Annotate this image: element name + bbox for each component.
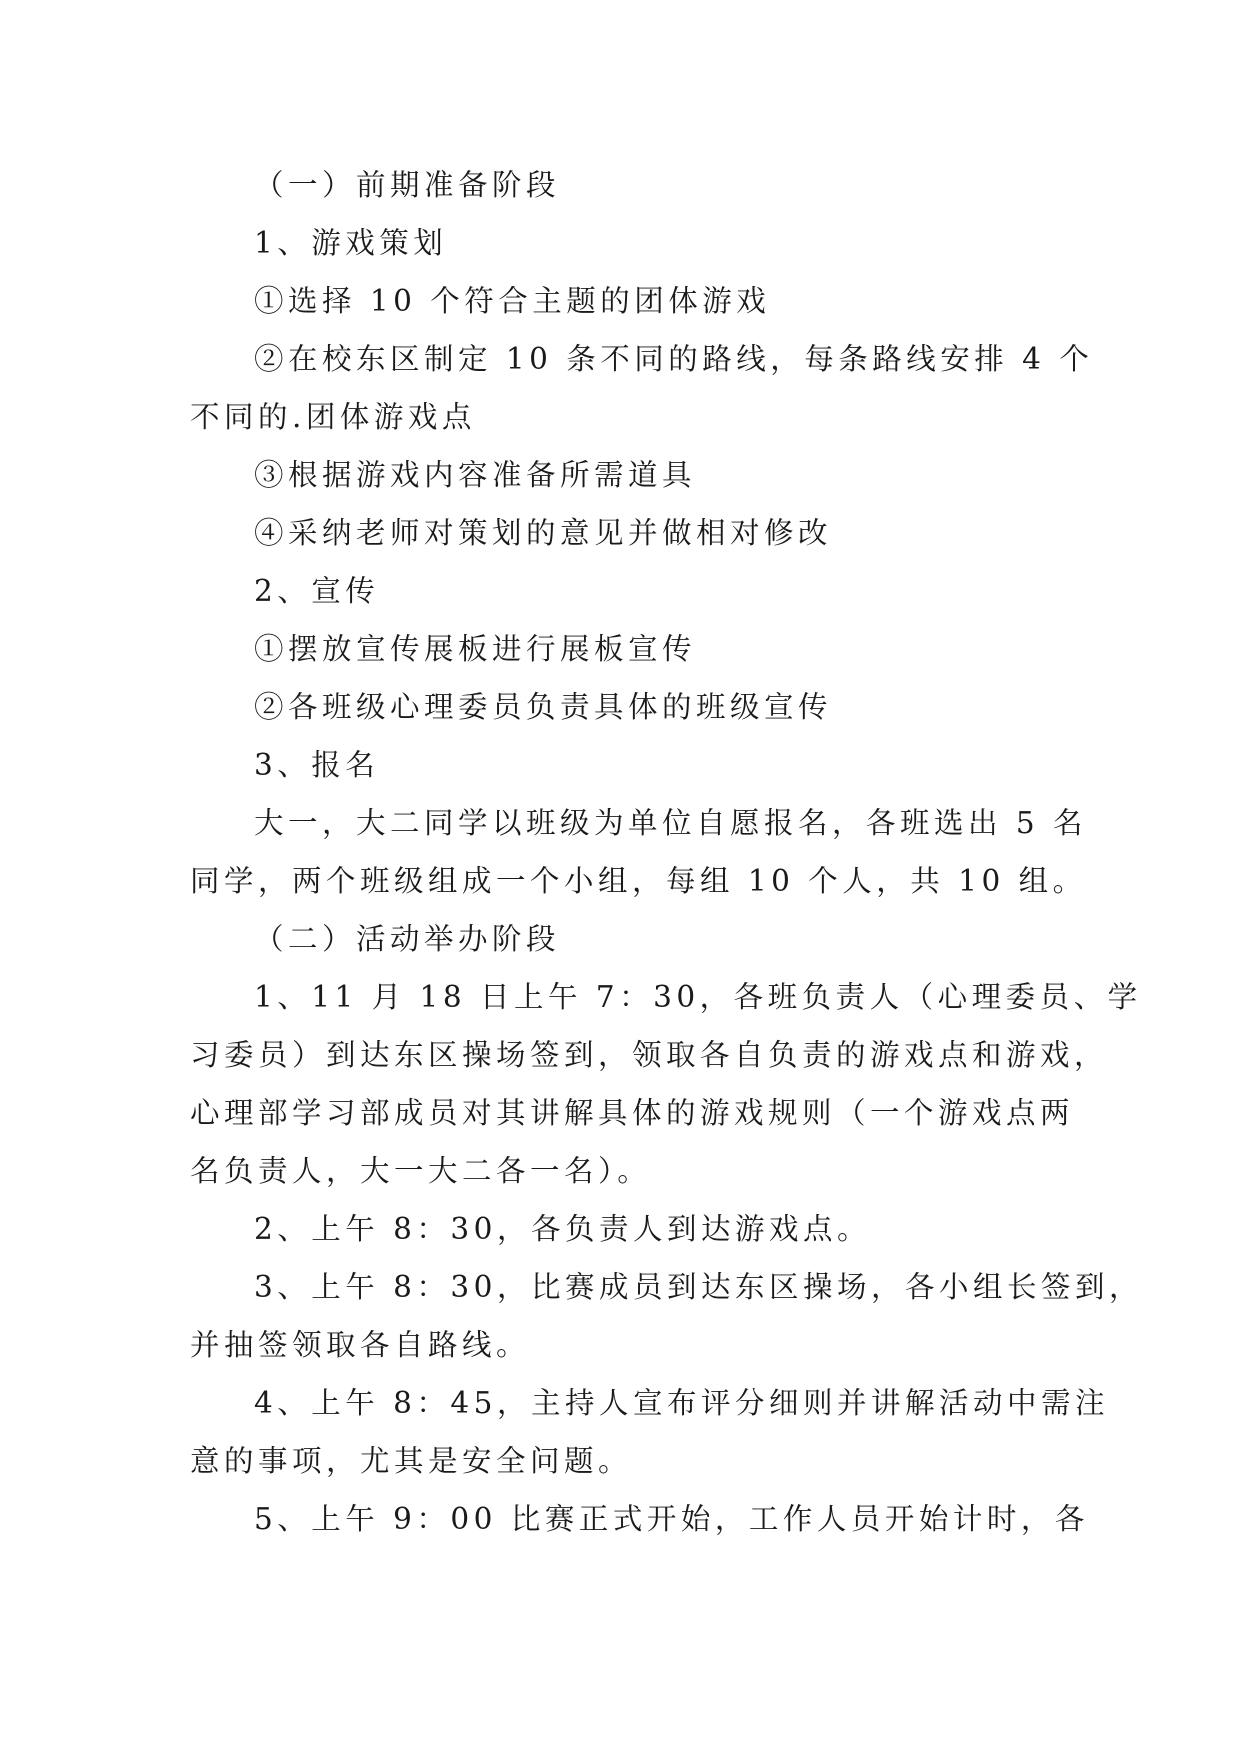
paragraph-line: 3、上午 8：30，比赛成员到达东区操场，各小组长签到， <box>254 1270 1143 1304</box>
paragraph-continuation: 意的事项，尤其是安全问题。 <box>190 1444 633 1478</box>
list-item: ③根据游戏内容准备所需道具 <box>254 458 697 492</box>
subheading-game-planning: 1、游戏策划 <box>254 226 448 260</box>
paragraph-continuation: 不同的.团体游戏点 <box>190 400 476 434</box>
paragraph-continuation: 名负责人，大一大二各一名）。 <box>190 1154 652 1188</box>
subheading-registration: 3、报名 <box>254 748 380 782</box>
paragraph-continuation: 习委员）到达东区操场签到，领取各自负责的游戏点和游戏， <box>190 1038 1109 1072</box>
section-heading-preparation: （一）前期准备阶段 <box>254 168 561 202</box>
list-item: ①摆放宣传展板进行展板宣传 <box>254 632 697 666</box>
list-item: ④采纳老师对策划的意见并做相对修改 <box>254 516 833 550</box>
paragraph-line: 大一，大二同学以班级为单位自愿报名，各班选出 5 名 <box>254 806 1088 840</box>
list-item: ②在校东区制定 10 条不同的路线，每条路线安排 4 个 <box>254 342 1094 376</box>
paragraph-continuation: 并抽签领取各自路线。 <box>190 1328 531 1362</box>
subheading-publicity: 2、宣传 <box>254 574 380 608</box>
paragraph-continuation: 同学，两个班级组成一个小组，每组 10 个人，共 10 组。 <box>190 864 1087 898</box>
paragraph-continuation: 心理部学习部成员对其讲解具体的游戏规则（一个游戏点两 <box>190 1096 1075 1130</box>
paragraph-line: 5、上午 9：00 比赛正式开始，工作人员开始计时，各 <box>254 1502 1089 1536</box>
list-item: ①选择 10 个符合主题的团体游戏 <box>254 284 771 318</box>
document-body <box>190 156 1143 1548</box>
paragraph-line: 4、上午 8：45，主持人宣布评分细则并讲解活动中需注 <box>254 1386 1109 1420</box>
paragraph-line: 1、11 月 18 日上午 7：30，各班负责人（心理委员、学 <box>254 980 1142 1014</box>
list-item: ②各班级心理委员负责具体的班级宣传 <box>254 690 833 724</box>
section-heading-event: （二）活动举办阶段 <box>254 922 561 956</box>
paragraph-line: 2、上午 8：30，各负责人到达游戏点。 <box>254 1212 871 1246</box>
